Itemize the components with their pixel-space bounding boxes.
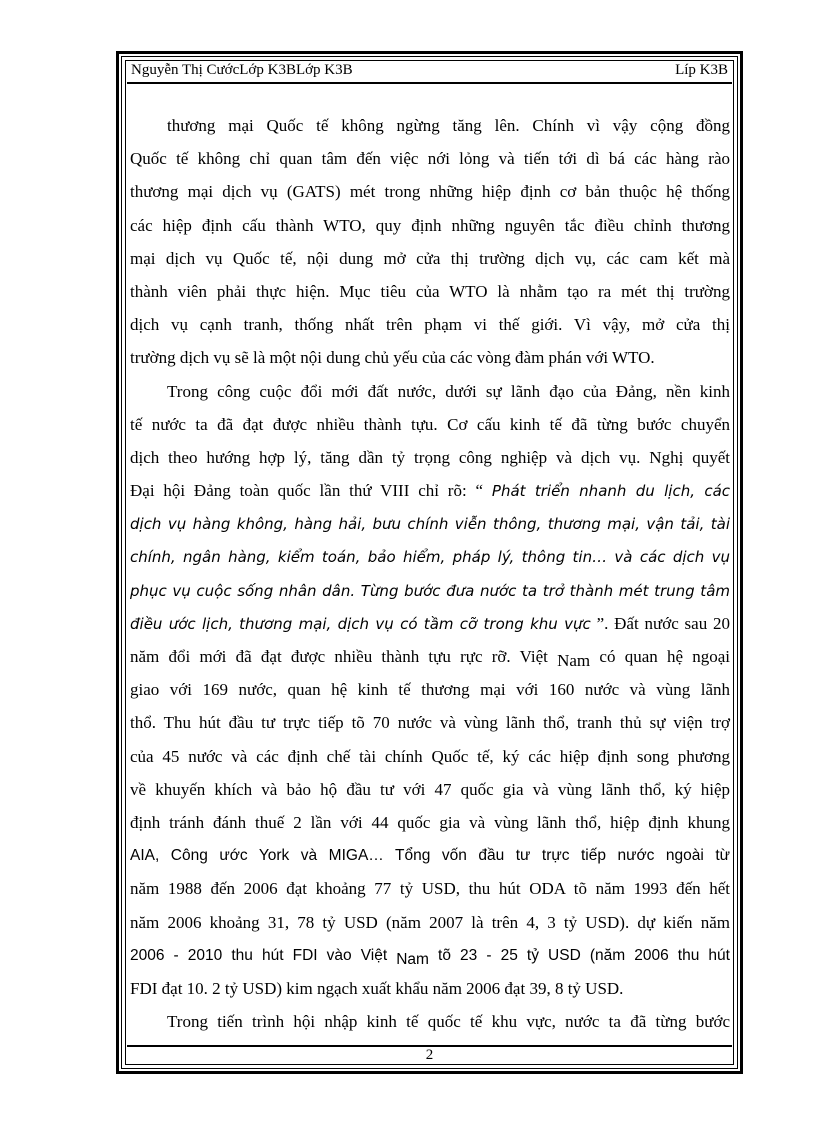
text-line: Đại hội Đảng toàn quốc lần thứ VIII chỉ rõ: “ Phát triển nhanh du lịch, các [130, 481, 731, 501]
text-line: tế nước ta đã đạt được nhiều thành tựu. Cơ cấu kinh tế đã từng bước chuyển [130, 414, 730, 434]
text-line: về khuyến khích và bảo hộ đầu tư với 47 quốc gia và vùng lãnh thổ, ký hiệp [130, 779, 730, 799]
text-line [130, 540, 730, 573]
text-line: AIA, Công ước York và MIGA… Tổng vốn đầu tư trực tiếp nước ngoài từ [130, 847, 730, 865]
text-line: năm 1988 đến 2006 đạt khoảng 77 tỷ USD, thu hút ODA tõ năm 1993 đến hết [130, 879, 730, 899]
italic-quote: điều ước lịch, thương mại, dịch vụ có tầm cỡ trong khu vực [130, 614, 591, 633]
italic-quote: Phát triển nhanh du lịch, các [491, 482, 731, 501]
text-line: năm 2006 khoảng 31, 78 tỷ USD (năm 2007 là trên 4, 3 tỷ USD). dự kiến năm [130, 912, 730, 932]
text-line: dịch theo hướng hợp lý, tăng dần tỷ trọng công nghiệp và dịch vụ. Nghị quyết [130, 447, 730, 467]
header-class: Líp K3B [675, 62, 728, 78]
text-line: Quốc tế không chỉ quan tâm đến việc nới lỏng và tiến tới dì bá các hàng rào [130, 149, 730, 169]
text-line: thành viên phải thực hiện. Mục tiêu của WTO là nhằm tạo ra mét thị trường [130, 281, 730, 301]
text-line: trường dịch vụ sẽ là một nội dung chủ yếu của các vòng đàm phán với WTO. [130, 348, 655, 368]
text-line: Trong tiến trình hội nhập kinh tế quốc tế khu vực, nước ta đã từng bước [167, 1012, 730, 1032]
page-header [127, 60, 732, 84]
text-line [130, 574, 730, 607]
text-line: điều ước lịch, thương mại, dịch vụ có tầm cỡ trong khu vực ”. Đất nước sau 20 [130, 613, 730, 633]
text-line: thổ. Thu hút đầu tư trực tiếp tõ 70 nước và vùng lãnh thổ, tranh thủ sự viện trợ [130, 713, 730, 733]
text-line: FDI đạt 10. 2 tỷ USD) kim ngạch xuất khẩu năm 2006 đạt 39, 8 tỷ USD. [130, 978, 624, 998]
text-line [130, 507, 730, 540]
text-line: giao với 169 nước, quan hệ kinh tế thương mại với 160 nước và vùng lãnh [130, 680, 730, 700]
italic-quote: phục vụ cuộc sống nhân dân. Từng bước đưa nước ta trở thành mét trung tâm [130, 581, 730, 600]
text-line: của 45 nước và các định chế tài chính Quốc tế, ký các hiệp định song phương [130, 746, 730, 766]
text-line: 2006 - 2010 thu hút FDI vào Việt Nam tõ 23 - 25 tỷ USD (năm 2006 thu hút [130, 946, 730, 968]
country-name: Nam [557, 651, 591, 670]
italic-quote: chính, ngân hàng, kiểm toán, bảo hiểm, pháp lý, thông tin… và các dịch vụ [130, 548, 730, 567]
text-line: mại dịch vụ Quốc tế, nội dung mở cửa thị trường dịch vụ, các cam kết mà [130, 248, 730, 268]
text-line: dịch vụ cạnh tranh, thống nhất trên phạm vi thế giới. Vì vậy, mở cửa thị [130, 315, 730, 335]
country-name: Nam [396, 950, 429, 968]
page-number: 2 [425, 1047, 434, 1063]
text-line: thương mại dịch vụ (GATS) mét trong những hiệp định cơ bản thuộc hệ thống [130, 182, 730, 202]
header-author: Nguyễn Thị CướcLớp K3BLớp K3B [131, 62, 353, 78]
italic-quote: dịch vụ hàng không, hàng hải, bưu chính viễn thông, thương mại, vận tải, tài [130, 515, 730, 534]
text-line: Trong công cuộc đổi mới đất nước, dưới sự lãnh đạo của Đảng, nền kinh [167, 381, 730, 401]
text-line: các hiệp định cấu thành WTO, quy định những nguyên tắc điều chỉnh thương [130, 215, 730, 235]
text-line: định tránh đánh thuế 2 lần với 44 quốc gia và vùng lãnh thổ, hiệp định khung [130, 812, 730, 832]
body-text [130, 109, 730, 1038]
text-line: thương mại Quốc tế không ngừng tăng lên. Chính vì vậy cộng đồng [167, 116, 730, 135]
text-line: năm đổi mới đã đạt được nhiều thành tựu rực rỡ. Việt Nam có quan hệ ngoại [130, 647, 731, 670]
